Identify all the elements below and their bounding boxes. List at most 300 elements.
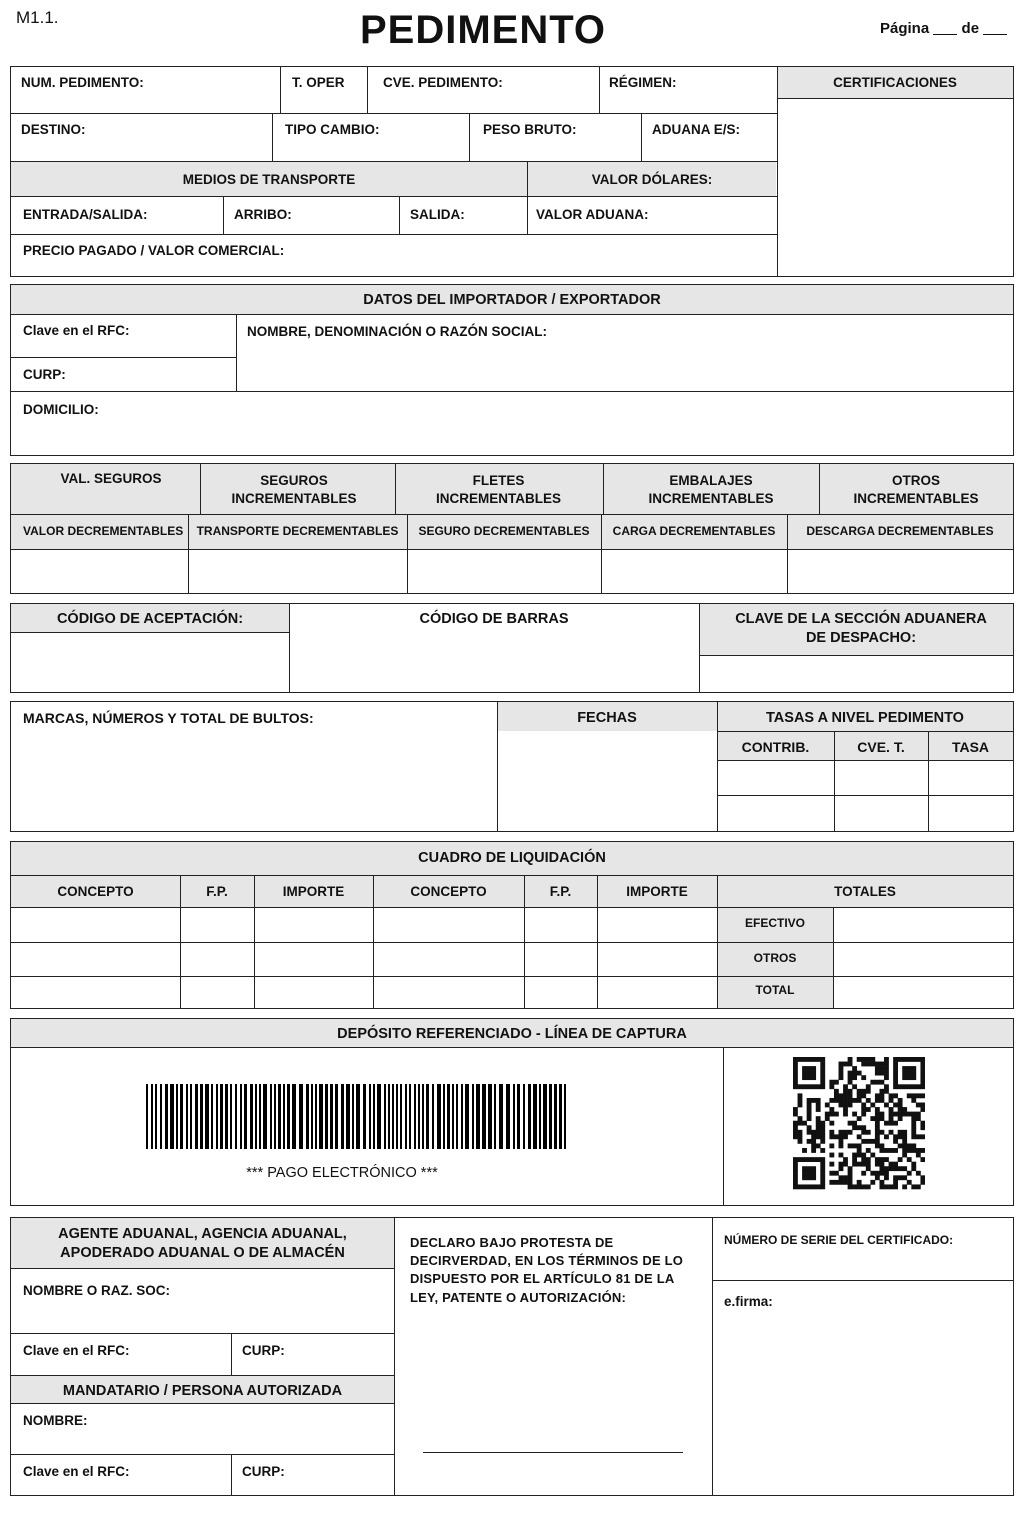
fp-header-1: F.P. bbox=[206, 884, 228, 899]
peso-bruto-field[interactable]: PESO BRUTO: bbox=[483, 122, 577, 137]
qr-module bbox=[829, 1121, 834, 1126]
qr-module bbox=[875, 1093, 880, 1098]
qr-module bbox=[907, 1143, 912, 1148]
regimen-field[interactable]: RÉGIMEN: bbox=[609, 75, 677, 90]
clave-seccion-cell[interactable] bbox=[702, 657, 1011, 690]
fechas-cell[interactable] bbox=[499, 733, 715, 829]
barcode-bar bbox=[465, 1084, 469, 1149]
qr-module bbox=[870, 1080, 875, 1085]
barcode-bar bbox=[263, 1084, 267, 1149]
salida-field[interactable]: SALIDA: bbox=[410, 207, 465, 222]
qr-module bbox=[820, 1130, 825, 1135]
qr-module bbox=[807, 1098, 812, 1103]
qr-module bbox=[916, 1093, 921, 1098]
agente-rfc-field[interactable]: Clave en el RFC: bbox=[23, 1343, 130, 1358]
qr-module bbox=[875, 1130, 880, 1135]
qr-module bbox=[870, 1116, 875, 1121]
barcode-bar bbox=[325, 1084, 328, 1149]
pago-electronico-label: *** PAGO ELECTRÓNICO *** bbox=[246, 1165, 438, 1181]
qr-module bbox=[816, 1125, 821, 1130]
barcode-bar bbox=[543, 1084, 547, 1149]
qr-module bbox=[866, 1098, 871, 1103]
qr-module bbox=[902, 1107, 907, 1112]
qr-module bbox=[893, 1071, 898, 1076]
qr-module bbox=[811, 1075, 816, 1080]
qr-module bbox=[793, 1184, 798, 1189]
qr-module bbox=[857, 1093, 862, 1098]
barcode-bar bbox=[437, 1084, 441, 1149]
qr-module bbox=[816, 1116, 821, 1121]
qr-module bbox=[861, 1062, 866, 1067]
qr-module bbox=[798, 1103, 803, 1108]
qr-module bbox=[848, 1175, 853, 1180]
qr-module bbox=[920, 1080, 925, 1085]
qr-module bbox=[902, 1139, 907, 1144]
qr-module bbox=[911, 1066, 916, 1071]
barcode-bar bbox=[432, 1084, 434, 1149]
barcode-bar bbox=[363, 1084, 366, 1149]
tipo-cambio-field[interactable]: TIPO CAMBIO: bbox=[285, 122, 380, 137]
qr-module bbox=[907, 1180, 912, 1185]
barcode-bar bbox=[341, 1084, 344, 1149]
barcode-bar bbox=[356, 1084, 360, 1149]
qr-module bbox=[875, 1098, 880, 1103]
qr-module bbox=[820, 1157, 825, 1162]
valor-aduana-field[interactable]: VALOR ADUANA: bbox=[536, 207, 649, 222]
agente-curp-field[interactable]: CURP: bbox=[242, 1343, 285, 1358]
otros-value[interactable] bbox=[835, 944, 1011, 974]
qr-module bbox=[816, 1103, 821, 1108]
barcode-bar bbox=[160, 1084, 162, 1149]
barcode-bar bbox=[220, 1084, 223, 1149]
qr-module bbox=[793, 1175, 798, 1180]
barcode-bar bbox=[461, 1084, 463, 1149]
qr-module bbox=[820, 1057, 825, 1062]
qr-module bbox=[811, 1130, 816, 1135]
serie-certificado-field[interactable]: NÚMERO DE SERIE DEL CERTIFICADO: bbox=[724, 1233, 954, 1247]
qr-module bbox=[861, 1125, 866, 1130]
qr-module bbox=[839, 1134, 844, 1139]
qr-module bbox=[839, 1175, 844, 1180]
concepto-header-1: CONCEPTO bbox=[57, 884, 134, 899]
qr-module bbox=[879, 1093, 884, 1098]
qr-module bbox=[829, 1130, 834, 1135]
qr-module bbox=[911, 1125, 916, 1130]
codigo-barras-cell[interactable] bbox=[291, 634, 697, 690]
qr-module bbox=[839, 1143, 844, 1148]
qr-module bbox=[834, 1080, 839, 1085]
mandatario-curp-field[interactable]: CURP: bbox=[242, 1464, 285, 1479]
qr-module bbox=[852, 1112, 857, 1117]
de-field[interactable] bbox=[983, 34, 1007, 35]
qr-module bbox=[911, 1121, 916, 1126]
codigo-aceptacion-cell[interactable] bbox=[13, 634, 287, 690]
efectivo-value[interactable] bbox=[835, 909, 1011, 940]
barcode-bar bbox=[369, 1084, 371, 1149]
qr-module bbox=[820, 1162, 825, 1167]
embalajes-inc-header: EMBALAJES INCREMENTABLES bbox=[648, 473, 774, 506]
qr-module bbox=[798, 1134, 803, 1139]
qr-module bbox=[807, 1112, 812, 1117]
qr-module bbox=[898, 1166, 903, 1171]
barcode-bar bbox=[278, 1084, 281, 1149]
qr-module bbox=[893, 1084, 898, 1089]
qr-module bbox=[911, 1166, 916, 1171]
qr-module bbox=[898, 1130, 903, 1135]
qr-module bbox=[798, 1093, 803, 1098]
efectivo-label: EFECTIVO bbox=[744, 916, 805, 930]
mandatario-rfc-field[interactable]: Clave en el RFC: bbox=[23, 1464, 130, 1479]
fp-header-2: F.P. bbox=[549, 884, 572, 899]
qr-module bbox=[852, 1162, 857, 1167]
qr-module bbox=[861, 1057, 866, 1062]
qr-module bbox=[884, 1148, 889, 1153]
qr-module bbox=[861, 1112, 866, 1117]
barcode-bar bbox=[283, 1084, 285, 1149]
qr-module bbox=[884, 1175, 889, 1180]
qr-module bbox=[793, 1107, 798, 1112]
marcas-field[interactable]: MARCAS, NÚMEROS Y TOTAL DE BULTOS: bbox=[23, 710, 314, 726]
qr-module bbox=[793, 1171, 798, 1176]
qr-module bbox=[884, 1084, 889, 1089]
qr-module bbox=[889, 1112, 894, 1117]
cve-pedimento-field[interactable]: CVE. PEDIMENTO: bbox=[383, 75, 503, 90]
val-seguros-header: VAL. SEGUROS bbox=[60, 471, 162, 487]
qr-module bbox=[893, 1062, 898, 1067]
qr-module bbox=[793, 1080, 798, 1085]
fletes-inc-header: FLETES INCREMENTABLES bbox=[435, 473, 561, 506]
qr-module bbox=[866, 1139, 871, 1144]
qr-module bbox=[820, 1184, 825, 1189]
qr-module bbox=[811, 1057, 816, 1062]
qr-module bbox=[798, 1121, 803, 1126]
barcode-bar bbox=[190, 1084, 192, 1149]
qr-code bbox=[793, 1057, 925, 1191]
qr-module bbox=[839, 1066, 844, 1071]
qr-module bbox=[811, 1143, 816, 1148]
qr-module bbox=[916, 1134, 921, 1139]
barcode-bar bbox=[346, 1084, 350, 1149]
qr-module bbox=[816, 1184, 821, 1189]
qr-module bbox=[870, 1171, 875, 1176]
efirma-field[interactable]: e.firma: bbox=[724, 1294, 773, 1309]
barcode-bar bbox=[146, 1084, 148, 1149]
barcode-bar bbox=[306, 1084, 309, 1149]
qr-module bbox=[852, 1075, 857, 1080]
qr-module bbox=[889, 1166, 894, 1171]
qr-module bbox=[811, 1134, 816, 1139]
qr-module bbox=[884, 1171, 889, 1176]
qr-module bbox=[902, 1057, 907, 1062]
valor-dec-cell[interactable] bbox=[13, 551, 186, 591]
qr-module bbox=[852, 1084, 857, 1089]
qr-module bbox=[816, 1130, 821, 1135]
qr-module bbox=[916, 1116, 921, 1121]
qr-module bbox=[920, 1093, 925, 1098]
destino-field[interactable]: DESTINO: bbox=[21, 122, 86, 137]
qr-module bbox=[875, 1139, 880, 1144]
qr-module bbox=[843, 1180, 848, 1185]
carga-dec-header: CARGA DECREMENTABLES bbox=[612, 524, 776, 538]
qr-module bbox=[893, 1139, 898, 1144]
agente-section bbox=[10, 1217, 1014, 1496]
qr-module bbox=[870, 1062, 875, 1067]
qr-module bbox=[902, 1066, 907, 1071]
qr-module bbox=[898, 1116, 903, 1121]
qr-module bbox=[884, 1071, 889, 1076]
qr-module bbox=[907, 1157, 912, 1162]
qr-module bbox=[798, 1157, 803, 1162]
qr-module bbox=[875, 1143, 880, 1148]
barcode-bar bbox=[422, 1084, 424, 1149]
importe-header-2: IMPORTE bbox=[626, 884, 688, 899]
qr-module bbox=[875, 1171, 880, 1176]
qr-module bbox=[807, 1171, 812, 1176]
qr-module bbox=[898, 1143, 903, 1148]
qr-module bbox=[820, 1084, 825, 1089]
qr-module bbox=[866, 1089, 871, 1094]
qr-module bbox=[920, 1175, 925, 1180]
barcode-bar bbox=[352, 1084, 354, 1149]
qr-module bbox=[875, 1125, 880, 1130]
qr-module bbox=[852, 1098, 857, 1103]
barcode-bar bbox=[250, 1084, 253, 1149]
barcode-bar bbox=[443, 1084, 445, 1149]
qr-module bbox=[866, 1130, 871, 1135]
qr-module bbox=[920, 1157, 925, 1162]
qr-module bbox=[911, 1112, 916, 1117]
qr-module bbox=[811, 1066, 816, 1071]
qr-module bbox=[798, 1130, 803, 1135]
carga-dec-cell[interactable] bbox=[603, 551, 785, 591]
qr-module bbox=[911, 1098, 916, 1103]
qr-module bbox=[866, 1162, 871, 1167]
qr-module bbox=[898, 1057, 903, 1062]
barcode-bar bbox=[186, 1084, 188, 1149]
qr-module bbox=[839, 1180, 844, 1185]
qr-module bbox=[857, 1153, 862, 1158]
qr-module bbox=[848, 1180, 853, 1185]
qr-module bbox=[807, 1139, 812, 1144]
qr-module bbox=[879, 1071, 884, 1076]
t-oper-field[interactable]: T. OPER bbox=[292, 75, 345, 90]
qr-module bbox=[848, 1071, 853, 1076]
qr-module bbox=[902, 1175, 907, 1180]
barcode-bar bbox=[447, 1084, 450, 1149]
qr-module bbox=[793, 1112, 798, 1117]
qr-module bbox=[807, 1166, 812, 1171]
barcode-bar bbox=[392, 1084, 394, 1149]
qr-module bbox=[911, 1148, 916, 1153]
barcode-bar bbox=[554, 1084, 557, 1149]
nombre-raz-field[interactable]: NOMBRE O RAZ. SOC: bbox=[23, 1283, 170, 1298]
qr-module bbox=[820, 1139, 825, 1144]
qr-module bbox=[793, 1157, 798, 1162]
qr-module bbox=[889, 1184, 894, 1189]
qr-module bbox=[839, 1093, 844, 1098]
qr-module bbox=[916, 1112, 921, 1117]
qr-module bbox=[893, 1075, 898, 1080]
qr-module bbox=[902, 1184, 907, 1189]
qr-module bbox=[875, 1107, 880, 1112]
barcode-bar bbox=[400, 1084, 402, 1149]
qr-module bbox=[866, 1148, 871, 1153]
qr-module bbox=[807, 1084, 812, 1089]
qr-module bbox=[861, 1130, 866, 1135]
barcode-bar bbox=[287, 1084, 290, 1149]
qr-module bbox=[907, 1171, 912, 1176]
qr-module bbox=[884, 1066, 889, 1071]
barcode-bar bbox=[373, 1084, 375, 1149]
qr-module bbox=[807, 1175, 812, 1180]
total-value[interactable] bbox=[835, 978, 1011, 1006]
barcode-bar bbox=[517, 1084, 520, 1149]
qr-module bbox=[839, 1130, 844, 1135]
qr-module bbox=[857, 1116, 862, 1121]
qr-module bbox=[870, 1180, 875, 1185]
qr-module bbox=[848, 1075, 853, 1080]
qr-module bbox=[889, 1093, 894, 1098]
barcode-bar bbox=[259, 1084, 261, 1149]
qr-module bbox=[807, 1071, 812, 1076]
qr-module bbox=[848, 1062, 853, 1067]
barcode-bar bbox=[255, 1084, 257, 1149]
qr-module bbox=[829, 1143, 834, 1148]
qr-module bbox=[884, 1134, 889, 1139]
qr-module bbox=[875, 1080, 880, 1085]
qr-module bbox=[884, 1103, 889, 1108]
descarga-dec-header: DESCARGA DECREMENTABLES bbox=[806, 524, 994, 538]
barcode-bar bbox=[205, 1084, 209, 1149]
qr-module bbox=[879, 1098, 884, 1103]
barcode-bar bbox=[270, 1084, 272, 1149]
qr-module bbox=[843, 1089, 848, 1094]
qr-module bbox=[834, 1098, 839, 1103]
qr-module bbox=[857, 1057, 862, 1062]
qr-module bbox=[911, 1093, 916, 1098]
qr-module bbox=[798, 1098, 803, 1103]
qr-module bbox=[857, 1089, 862, 1094]
qr-module bbox=[879, 1166, 884, 1171]
qr-module bbox=[820, 1062, 825, 1067]
qr-module bbox=[879, 1080, 884, 1085]
qr-module bbox=[793, 1180, 798, 1185]
qr-module bbox=[829, 1112, 834, 1117]
qr-module bbox=[848, 1143, 853, 1148]
qr-module bbox=[870, 1153, 875, 1158]
mandatario-nombre-field[interactable]: NOMBRE: bbox=[23, 1413, 88, 1428]
qr-module bbox=[911, 1162, 916, 1167]
qr-module bbox=[898, 1098, 903, 1103]
qr-module bbox=[802, 1121, 807, 1126]
qr-module bbox=[852, 1153, 857, 1158]
qr-module bbox=[825, 1103, 830, 1108]
barcode-bar bbox=[426, 1084, 429, 1149]
qr-module bbox=[907, 1066, 912, 1071]
barcode-bar bbox=[315, 1084, 317, 1149]
importer-rfc-field[interactable]: Clave en el RFC: bbox=[23, 323, 130, 338]
qr-module bbox=[793, 1071, 798, 1076]
barcode-bar bbox=[299, 1084, 303, 1149]
qr-module bbox=[802, 1084, 807, 1089]
arribo-field[interactable]: ARRIBO: bbox=[234, 207, 292, 222]
importer-nombre-field[interactable]: NOMBRE, DENOMINACIÓN O RAZÓN SOCIAL: bbox=[247, 324, 547, 339]
qr-module bbox=[920, 1066, 925, 1071]
qr-module bbox=[857, 1134, 862, 1139]
qr-module bbox=[829, 1180, 834, 1185]
qr-module bbox=[907, 1075, 912, 1080]
qr-module bbox=[875, 1066, 880, 1071]
pagina-label: Página bbox=[880, 20, 930, 37]
qr-module bbox=[802, 1175, 807, 1180]
barcode-bar bbox=[235, 1084, 237, 1149]
importer-domicilio-field[interactable]: DOMICILIO: bbox=[23, 402, 99, 417]
barcode-bar bbox=[240, 1084, 242, 1149]
marcas-section bbox=[10, 701, 1014, 832]
qr-module bbox=[811, 1184, 816, 1189]
qr-module bbox=[866, 1107, 871, 1112]
barcode-bar bbox=[549, 1084, 552, 1149]
qr-module bbox=[884, 1075, 889, 1080]
barcode-bar bbox=[388, 1084, 390, 1149]
qr-module bbox=[802, 1148, 807, 1153]
qr-module bbox=[898, 1134, 903, 1139]
num-pedimento-field[interactable]: NUM. PEDIMENTO: bbox=[21, 75, 144, 90]
entrada-salida-field[interactable]: ENTRADA/SALIDA: bbox=[23, 207, 148, 222]
qr-module bbox=[879, 1162, 884, 1167]
importer-curp-field[interactable]: CURP: bbox=[23, 367, 66, 382]
qr-module bbox=[807, 1066, 812, 1071]
precio-pagado-field[interactable]: PRECIO PAGADO / VALOR COMERCIAL: bbox=[23, 243, 285, 258]
descarga-dec-cell[interactable] bbox=[789, 551, 1011, 591]
pagina-field[interactable] bbox=[933, 34, 957, 35]
qr-module bbox=[820, 1125, 825, 1130]
seguro-dec-cell[interactable] bbox=[409, 551, 599, 591]
barcode-bar bbox=[396, 1084, 398, 1149]
valor-dolares-field[interactable]: VALOR DÓLARES: bbox=[591, 172, 713, 187]
barcode-bar bbox=[472, 1084, 474, 1149]
agente-title: AGENTE ADUANAL, AGENCIA ADUANAL, APODERADO ADUANAL O DE ALMACÉN bbox=[58, 1226, 347, 1261]
qr-module bbox=[839, 1075, 844, 1080]
qr-module bbox=[861, 1107, 866, 1112]
liquidacion-section bbox=[10, 841, 1014, 1009]
qr-module bbox=[816, 1084, 821, 1089]
qr-module bbox=[793, 1125, 798, 1130]
barcode-bar bbox=[244, 1084, 247, 1149]
qr-module bbox=[866, 1157, 871, 1162]
qr-module bbox=[870, 1057, 875, 1062]
transporte-dec-cell[interactable] bbox=[190, 551, 405, 591]
qr-module bbox=[907, 1071, 912, 1076]
firma-line[interactable] bbox=[423, 1428, 683, 1452]
qr-module bbox=[875, 1062, 880, 1067]
qr-module bbox=[793, 1062, 798, 1067]
qr-module bbox=[829, 1098, 834, 1103]
qr-module bbox=[861, 1157, 866, 1162]
barcode-bar bbox=[456, 1084, 458, 1149]
qr-module bbox=[843, 1130, 848, 1135]
qr-module bbox=[829, 1171, 834, 1176]
valor-dec-header: VALOR DECREMENTABLES bbox=[23, 524, 184, 538]
barcode-bar bbox=[499, 1084, 503, 1149]
qr-module bbox=[848, 1166, 853, 1171]
barcode-bar bbox=[225, 1084, 228, 1149]
qr-module bbox=[793, 1130, 798, 1135]
aduana-es-field[interactable]: ADUANA E/S: bbox=[652, 122, 741, 137]
qr-module bbox=[861, 1089, 866, 1094]
qr-module bbox=[811, 1166, 816, 1171]
certificaciones-area[interactable] bbox=[779, 100, 1011, 274]
